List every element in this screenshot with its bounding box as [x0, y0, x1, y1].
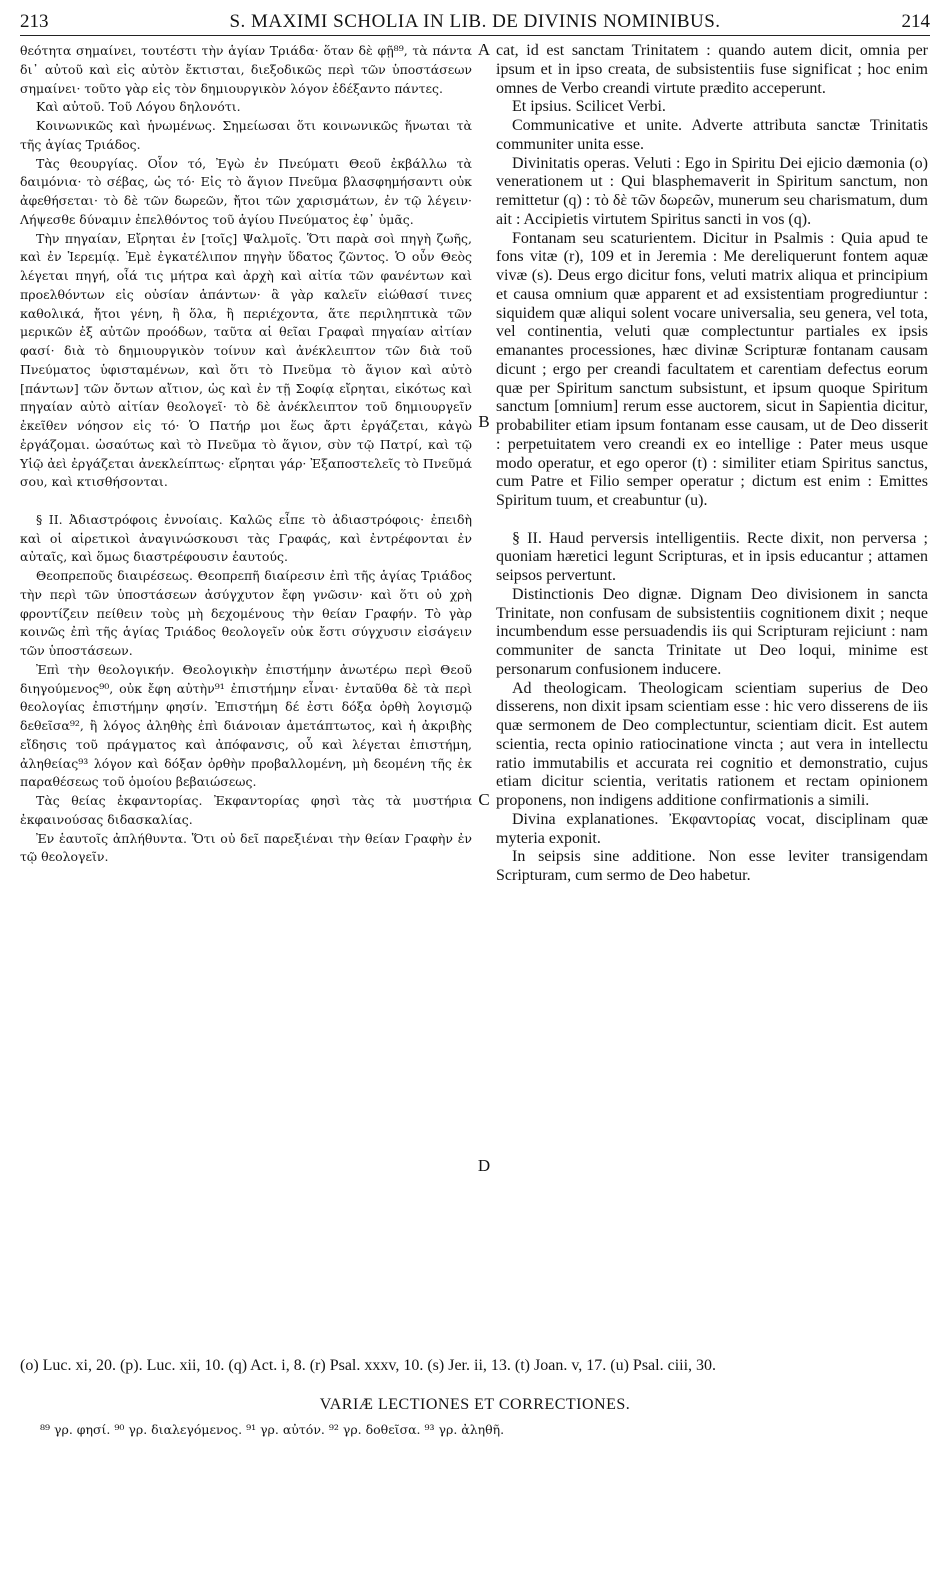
latin-paragraph: Distinctionis Deo dignæ. Dignam Deo divisionem in sancta Trinitate, non confusam de subsistentiis cognitionem dixit ; neque incumbendum esse persuadendis iis qui Scripturam rejiciunt : nam communiter de sancta Trinitate ut Deo loqui, minime est personarum confusionem inducere.	[496, 585, 928, 678]
latin-paragraph: Et ipsius. Scilicet Verbi.	[512, 98, 666, 116]
greek-paragraph: Τὰς θείας ἐκφαντορίας. Ἐκφαντορίας φησὶ τὰς τὰ μυστήρια ἐκφαινούσας διδασκαλίας.	[20, 793, 472, 827]
latin-paragraph: In seipsis sine additione. Non esse leviter transigendam Scripturam, cum sermo de Deo habetur.	[496, 848, 928, 884]
greek-paragraph: θεότητα σημαίνει, τουτέστι τὴν ἁγίαν Τριάδα· ὅταν δὲ φῇ⁸⁹, τὰ πάντα δι᾿ αὐτοῦ καὶ εἰς αὐτὸν ἔκτισται, διεξοδικῶς περὶ τῶν ὑποστάσεων σημαίνει· τοῦτο γὰρ εἰς τὸν δημιουργικὸν λόγον ἐδέξαντο πάντες.	[20, 43, 472, 96]
margin-marker-b: B	[478, 412, 490, 431]
greek-paragraph: Τὴν πηγαίαν, Εἴρηται ἐν [τοῖς] Ψαλμοῖς. Ὅτι παρὰ σοὶ πηγὴ ζωῆς, καὶ ἐν Ἱερεμίᾳ. Ἐμὲ ἐγκατέλιπον πηγὴν ὕδατος ζῶντος. Ὁ οὖν Θεὸς λέγεται πηγή, οἷά τις μήτρα καὶ ἀρχὴ καὶ αἰτία τῶν φανέντων καὶ προελθόντων εἰς οὐσίαν ἁπάντων· ἃ γὰρ καλεῖν εἰώθασί τινες καθολικά, ἤτοι γένη, ἢ ὅλα, ἢ περιέχοντα, ἅτε περιληπτικὰ τῶν μερικῶν ἐξ αὐτῶν προόδων, ταῦτα αἱ θεῖαι Γραφαὶ πηγαίαν αἰτίαν φασί· διὰ τὸ δημιουργικὸν τοίνυν καὶ ἀνέκλειπτον τῶν διὰ τοῦ Πνεύματος ὑφισταμένων, καὶ ὅτι τὸ Πνεῦμα τὸ ἅγιον καὶ αὐτὸ [πάντων] τῶν ὄντων αἴτιον, ὡς καὶ ἐν τῇ Σοφίᾳ εἴρηται, εἰκότως καὶ πηγαίαν αὐτὸ αἰτίαν θεολογεῖ· τὸ δὲ ἀνέκλειπτον τοῦ δημιουργεῖν ἐκεῖθεν νόησον εἰς τό· Ὁ Πατήρ μοι ἕως ἄρτι ἐργάζεται, κἀγὼ ἐργάζομαι. ὡσαύτως καὶ τὸ Πνεῦμα τὸ ἅγιον, σὺν τῷ Πατρί, καὶ τῷ Υἱῷ ἀεὶ ἐργάζεται ἀνεκλείπτως· εἴρηται γάρ· Ἐξαποστελεῖς τὸ Πνεῦμά σου, καὶ κτισθήσονται.	[20, 230, 472, 490]
latin-paragraph: Ad theologicam. Theologicam scientiam superius de Deo disserens, non dixit ipsam scientiam esse : hic vero disserens de iis quæ sermonem de Deo complectuntur, scientiam dicit. Est autem scientia, recta opinio ratiocinatione vincta ; aut vera in intellectu ratio immutabilis et accurata rei cognitio et demonstratio, cujus etiam dicitur scientia, veritatis rationem et rectam opinionem proponens, non indigens additione confirmationis a simili.	[496, 679, 928, 809]
variae-lectiones-title: VARIÆ LECTIONES ET CORRECTIONES.	[319, 1396, 631, 1413]
footnotes: (o) Luc. xi, 20. (p). Luc. xii, 10. (q) Act. i, 8. (r) Psal. xxxv, 10. (s) Jer. ii, 13. (t) Joan. v, 17. (u) Psal. ciii, 30.	[20, 1357, 717, 1374]
greek-paragraph: § II. Ἀδιαστρόφοις ἐννοίαις. Καλῶς εἶπε τὸ ἀδιαστρόφοις· ἐπειδὴ καὶ οἱ αἱρετικοὶ ἀναγινώσκουσι τὰς Γραφάς, καὶ ἐντρέφονται ἐν αὐταῖς, καὶ ὅμως διαστρέφουσιν ἑαυτούς.	[20, 511, 472, 565]
header-rule	[20, 35, 930, 36]
latin-column	[496, 42, 928, 886]
latin-paragraph: Divina explanationes. Ἐκφαντορίας vocat, disciplinam quæ myteria exponit.	[496, 810, 928, 847]
greek-paragraph: Ἐν ἑαυτοῖς ἀπλήθυντα. Ὅτι οὐ δεῖ παρεξιέναι τὴν θείαν Γραφὴν ἐν τῷ θεολογεῖν.	[20, 830, 472, 865]
page-number-left: 213	[20, 11, 49, 32]
margin-marker-c: C	[478, 790, 490, 809]
page-title: S. MAXIMI SCHOLIA IN LIB. DE DIVINIS NOMINIBUS.	[229, 11, 721, 32]
latin-paragraph: Fontanam seu scaturientem. Dicitur in Psalmis : Quia apud te fons vitæ (r), 109 et in Jeremia : Me dereliquerunt fontem aquæ vivæ (s). Deus ergo dicitur fons, veluti matrix aliqua et principium et causa omnium quæ apparent et ad exsistentiam progrediuntur : siquidem quæ aliqui solent vocare universalia, seu genera, vel tota, vel continentia, veluti quæ complectuntur partiales ex ipsis emanantes processiones, hæc divinæ Scripturæ fontanam causam dicunt ; ergo per creandi facultatem et carentiam defectus eorum quæ per Spiritum sanctum subsistunt, et ipsum quoque Spiritum sanctum [omnium] rerum esse auctorem, sicut in Sapientia dicitur, probabiliter etiam ipsum fontanam esse causam, ut de Deo disserit : perpetuitatem vero creandi ex eo intellige : Pater meus usque modo operatur, et ego operor (t) : similiter etiam Spiritus sanctus, cum Patre et Filio semper operatur ; dictum est enim : Emittes Spiritum tuum, et creabuntur (u).	[496, 229, 928, 509]
greek-paragraph: Κοινωνικῶς καὶ ἡνωμένως. Σημείωσαι ὅτι κοινωνικῶς ἥνωται τὰ τῆς ἁγίας Τριάδος.	[20, 118, 472, 152]
latin-paragraph: cat, id est sanctam Trinitatem : quando autem dicit, omnia per ipsum et in ipso creata, de subsistentiis fuse significat ; hoc enim omnes de Verbo creandi virtute prædito acceperunt.	[496, 42, 928, 97]
variae-lectiones: ⁸⁹ γρ. φησί. ⁹⁰ γρ. διαλεγόμενος. ⁹¹ γρ. αὐτόν. ⁹² γρ. δοθεῖσα. ⁹³ γρ. ἀληθῆ.	[40, 1422, 505, 1437]
page-number-right: 214	[901, 11, 930, 32]
margin-marker-d: D	[477, 1156, 491, 1175]
greek-paragraph: Θεοπρεποῦς διαιρέσεως. Θεοπρεπῆ διαίρεσιν ἐπὶ τῆς ἁγίας Τριάδος τὴν περὶ τῶν ὑποστάσεων ἀσύγχυτον ἔφη γνῶσιν· καὶ ὅτι οὐ χρὴ φροντίζειν πείθειν τοὺς μὴ δεχομένους τὴν θείαν Γραφήν. Τὸ γὰρ κοινῶς ἐπὶ τῆς ἁγίας Τριάδος θεολογεῖν οὐκ ἔστι σύγχυσιν εἰσάγειν τῶν ὑποστάσεων.	[20, 568, 472, 658]
greek-paragraph: Καὶ αὐτοῦ. Τοῦ Λόγου δηλονότι.	[36, 99, 241, 115]
running-header	[20, 8, 930, 36]
margin-marker-a: A	[477, 40, 491, 59]
greek-column	[20, 42, 472, 867]
latin-paragraph: Communicative et unite. Adverte attributa sanctæ Trinitatis communiter unita esse.	[496, 117, 928, 153]
greek-paragraph: Ἐπὶ τὴν θεολογικήν. Θεολογικὴν ἐπιστήμην ἀνωτέρω περὶ Θεοῦ διηγούμενος⁹⁰, οὐκ ἔφη αὐτὴν⁹¹ ἐπιστήμην εἶναι· ἐνταῦθα δὲ τὰ περὶ θεολογίας ἐπιστήμην φησίν. Ἐπιστήμη δέ ἐστι δόξα ὀρθὴ λογισμῷ δεθεῖσα⁹², ἢ λόγος ἀληθὴς ἐπὶ διάνοιαν ἀμετάπτωτος, καὶ ἡ ἀκριβὴς εἴδησις τοῦ πράγματος καὶ ἀπόφανσις, οὗ καὶ λέγεται ἐπιστήμη, ἀληθείας⁹³ λόγον καὶ δόξαν ὀρθὴν προβαλλομένη, μὴ δεομένη τῆς ἐκ παραθέσεως τοῦ ὁμοίου βεβαιώσεως.	[20, 661, 472, 790]
latin-paragraph: Divinitatis operas. Veluti : Ego in Spiritu Dei ejicio dæmonia (o) venerationem ut : Qui blasphemaverit in Spiritum sanctum, non remittetur (q) : τὸ δὲ τῶν δωρεῶν, munerum seu charismatum, dum ait : Accipietis virtutem Spiritus sancti in vos (q).	[496, 154, 928, 228]
greek-paragraph: Τὰς θεουργίας. Οἷον τό, Ἐγὼ ἐν Πνεύματι Θεοῦ ἐκβάλλω τὰ δαιμόνια· τὸ σέβας, ὡς τό· Εἰς τὸ ἅγιον Πνεῦμα βλασφημήσαντι οὐκ ἀφεθήσεται· τὸ δὲ τῶν δωρεῶν, ἤτοι τῶν χαρισμάτων, ἐν τῷ λέγειν· Λήψεσθε δύναμιν ἐπελθόντος τοῦ ἁγίου Πνεύματος ἐφ᾿ ὑμᾶς.	[20, 155, 472, 227]
latin-paragraph: § II. Haud perversis intelligentiis. Recte dixit, non perversa ; quoniam hæretici legunt Scripturas, et in ipsis educantur ; attamen seipsos pervertunt.	[496, 529, 928, 584]
